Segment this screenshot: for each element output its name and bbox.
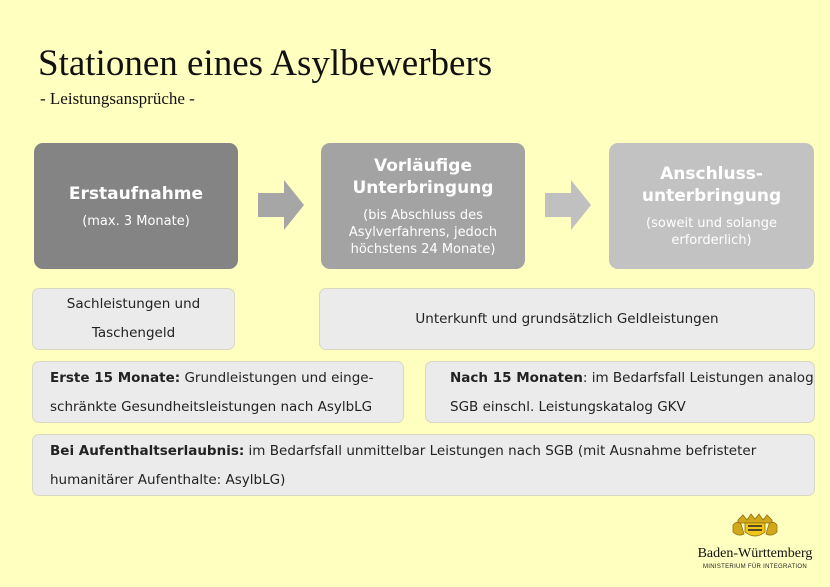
- stage-heading: [353, 155, 494, 199]
- logo-state-name: Baden-Württemberg: [697, 546, 813, 561]
- stage-heading-line: Anschluss-: [660, 164, 763, 184]
- stage-heading-line: unterbringung: [641, 186, 782, 206]
- arrow-right-icon: [258, 180, 304, 230]
- benefit-line: schränkte Gesundheitsleistungen nach AsylbLG: [50, 399, 373, 415]
- stage-vorlaeufige-unterbringung: [321, 143, 525, 269]
- benefit-line: Sachleistungen und: [66, 296, 201, 312]
- stage-detail: [82, 213, 190, 230]
- benefit-line: humanitärer Aufenthalte: AsylbLG): [50, 472, 286, 488]
- stage-detail-line: Asylverfahrens, jedoch: [348, 224, 498, 240]
- benefit-label: Nach 15 Monaten: [450, 370, 583, 386]
- benefit-line: [450, 364, 814, 393]
- benefit-box-nach-15-monaten: [425, 361, 815, 423]
- benefit-text: Grundleistungen und einge-: [180, 370, 374, 386]
- benefit-box-aufenthaltserlaubnis: [32, 434, 815, 496]
- stage-detail: [646, 215, 777, 249]
- stage-heading: [642, 163, 781, 207]
- stage-heading-line: Erstaufnahme: [68, 183, 204, 204]
- benefit-label: Bei Aufenthaltserlaubnis:: [50, 443, 245, 459]
- stage-detail-line: höchstens 24 Monate): [350, 241, 496, 257]
- arrow-right-icon: [545, 180, 591, 230]
- benefit-line: [50, 437, 814, 466]
- benefit-text: Unterkunft und grundsätzlich Geldleistungen: [415, 310, 719, 327]
- stage-detail-line: erforderlich): [671, 233, 752, 248]
- page-subtitle: - Leistungsansprüche -: [40, 89, 195, 108]
- benefit-label: Erste 15 Monate:: [50, 370, 181, 386]
- benefit-line: [50, 364, 403, 393]
- benefit-box-sachleistungen: [32, 288, 235, 350]
- benefit-line: Taschengeld: [91, 325, 176, 341]
- stage-anschlussunterbringung: [609, 143, 814, 269]
- benefit-line: SGB einschl. Leistungskatalog GKV: [450, 399, 686, 415]
- benefit-box-unterkunft: [319, 288, 815, 350]
- stage-erstaufnahme: [34, 143, 238, 269]
- benefit-text: im Bedarfsfall unmittelbar Leistungen nach SGB (mit Ausnahme befristeter: [244, 443, 757, 459]
- stage-heading-line: Vorläufige: [373, 155, 472, 176]
- page-title: Stationen eines Asylbewerbers: [38, 43, 493, 84]
- stage-heading-line: Unterbringung: [352, 177, 494, 198]
- coat-of-arms-icon: [730, 512, 780, 540]
- benefit-text: : im Bedarfsfall Leistungen analog: [582, 370, 814, 386]
- stage-heading: [69, 183, 203, 205]
- stage-detail-line: (bis Abschluss des: [363, 207, 483, 223]
- ministry-logo: [692, 512, 818, 570]
- stage-detail-line: (max. 3 Monate): [82, 213, 190, 229]
- benefit-box-erste-15-monate: [32, 361, 404, 423]
- logo-ministry-name: MINISTERIUM FÜR INTEGRATION: [703, 564, 807, 570]
- stage-detail: [349, 207, 497, 258]
- stage-detail-line: (soweit und solange: [646, 216, 777, 231]
